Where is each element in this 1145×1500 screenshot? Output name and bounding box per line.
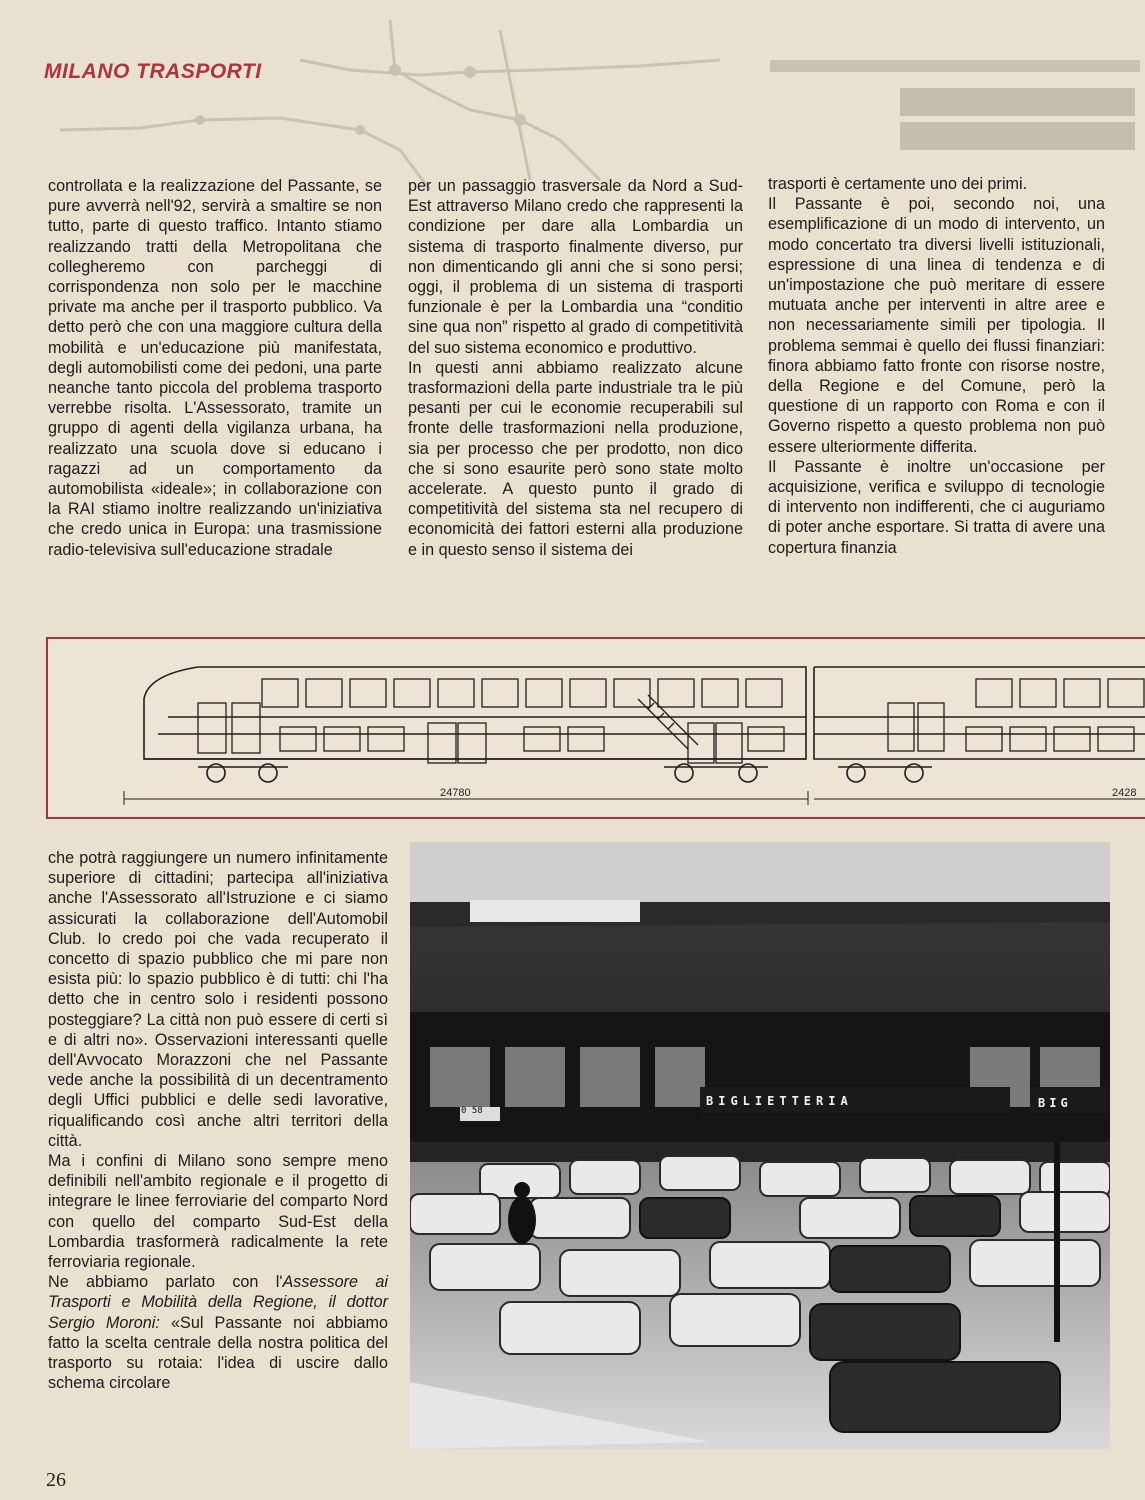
text-column-3 <box>768 174 1105 558</box>
dimension-label-right: 2428 <box>1112 787 1137 799</box>
column-3-paragraph-3: Il Passante è inoltre un'occasione per acquisizione, verifica e sviluppo di tecnologie di intervento non indifferenti, che ci auguriamo di poter anche esportare. Si tratta di avere una copertura finanzia <box>768 457 1105 557</box>
text-column-2 <box>408 176 743 560</box>
bleed-through-map <box>0 0 1145 200</box>
dimension-label-left: 24780 <box>440 787 471 799</box>
station-parking-photo <box>410 842 1110 1449</box>
paragraph-3-quote: «Sul Passante noi abbiamo fatto la scelta centrale della nostra politica del trasporto su rotaia: l'idea di uscire dallo schema circolare <box>48 1313 388 1393</box>
text-column-1 <box>48 176 382 560</box>
column-3-paragraph-1: trasporti è certamente uno dei primi. <box>768 175 1028 193</box>
column-4-paragraph-3 <box>48 1272 388 1393</box>
ticket-office-sign: BIGLIETTERIA <box>706 1094 853 1108</box>
ticket-office-sign-partial: BIG <box>1038 1096 1072 1110</box>
section-title: MILANO TRASPORTI <box>44 60 262 83</box>
column-2-paragraph-2: In questi anni abbiamo realizzato alcune trasformazioni della parte industriale tra le più pesanti per cui le economie recuperabili sul fronte delle trasformazioni nella produzione, sia per processo che per prodotto, non dico che si sono esaurite però sono state molto accelerate. A questo punto il grado di competitività del sistema sta nel recupero di economicità dei fattori esterni alla produzione e in questo senso il sistema dei <box>408 358 743 559</box>
column-4-paragraph-2: Ma i confini di Milano sono sempre meno definibili nell'ambito regionale e il progetto di integrare le linee ferroviarie del comparto Nord con quello del comparto Sud-Est della Lombardia trasformerà radicalmente la rete ferroviaria regionale. <box>48 1152 388 1272</box>
platform-number-sign: 0 58 <box>461 1106 483 1116</box>
page-number: 26 <box>46 1469 66 1491</box>
photo-illustration <box>410 842 1110 1449</box>
text-column-4 <box>48 848 388 1393</box>
column-2-paragraph-1: per un passaggio trasversale da Nord a Sud-Est attraverso Milano credo che rappresenti la condizione per dare alla Lombardia un sistema di trasporto finalmente diverso, pur non dimenticando gli anni che si sono persi; oggi, il problema di un sistema di trasporti funzionale è per la Lombardia una “conditio sine qua non” rispetto al grado di competitività del suo sistema economico e produttivo. <box>408 177 743 357</box>
paragraph-3-intro: Ne abbiamo parlato con l' <box>48 1273 283 1292</box>
column-3-paragraph-2: Il Passante è poi, secondo noi, una esemplificazione di un modo di intervento, un modo concertato tra diversi livelli istituzionali, espressione di una linea di tendenza e di un'impostazione che può meritare di essere mutuata anche per interventi in altre aree e non necessariamente simili per tipologia. Il problema semmai è quello dei flussi finanziari: finora abbiamo fatto fronte con risorse nostre, della Regione e del Comune, però la questione di un rapporto con Roma e con il Governo rispetto a questo problema non può essere ulteriormente differita. <box>768 195 1105 456</box>
paragraph-3-italic: Assessore ai Trasporti e Mobilità della Regione, il dottor Sergio Moroni: <box>48 1273 389 1332</box>
column-1-paragraph: controllata e la realizzazione del Passante, se pure avverrà nell'92, servirà a smaltire se non tutto, parte di questo traffico. Intanto stiamo realizzando tratti della Metropolitana che collegheremo con parcheggi di corrispondenza non solo per le macchine private ma anche per il trasporto pubblico. Va detto però che con una maggiore cultura della mobilità e un'educazione più manifestata, degli automobilisti come dei pedoni, una parte neanche tanto piccola del problema trasporto verrebbe risolta. L'Assessorato, tramite un gruppo di agenti della vigilanza urbana, ha realizzato una scuola dove si educano i ragazzi ad un comportamento da automobilista «ideale»; in collaborazione con la RAI stiamo inoltre realizzando un'iniziativa che credo unica in Europa: una trasmissione radio-televisiva sull'educazione stradale <box>48 177 382 559</box>
column-4-paragraph-1: che potrà raggiungere un numero infinitamente superiore di cittadini; partecipa all'iniziativa anche l'Assessorato all'Istruzione e ci siamo assicurati la collaborazione dell'Automobil Club. Io credo poi che vada recuperato il concetto di spazio pubblico che mi pare non esista più: lo spazio pubblico è di tutti: chi l'ha detto che in centro solo i residenti possono posteggiare? La città non può essere di certi sì e di altri no». Osservazioni interessanti quelle dell'Avvocato Morazzoni che nel Passante vede anche la possibilità di un decentramento degli Uffici pubblici e delle sedi lavorative, riqualificando così anche altri territori della città. <box>48 849 388 1150</box>
train-drawing-figure <box>46 637 1145 819</box>
double-deck-train-diagram <box>48 639 1145 817</box>
